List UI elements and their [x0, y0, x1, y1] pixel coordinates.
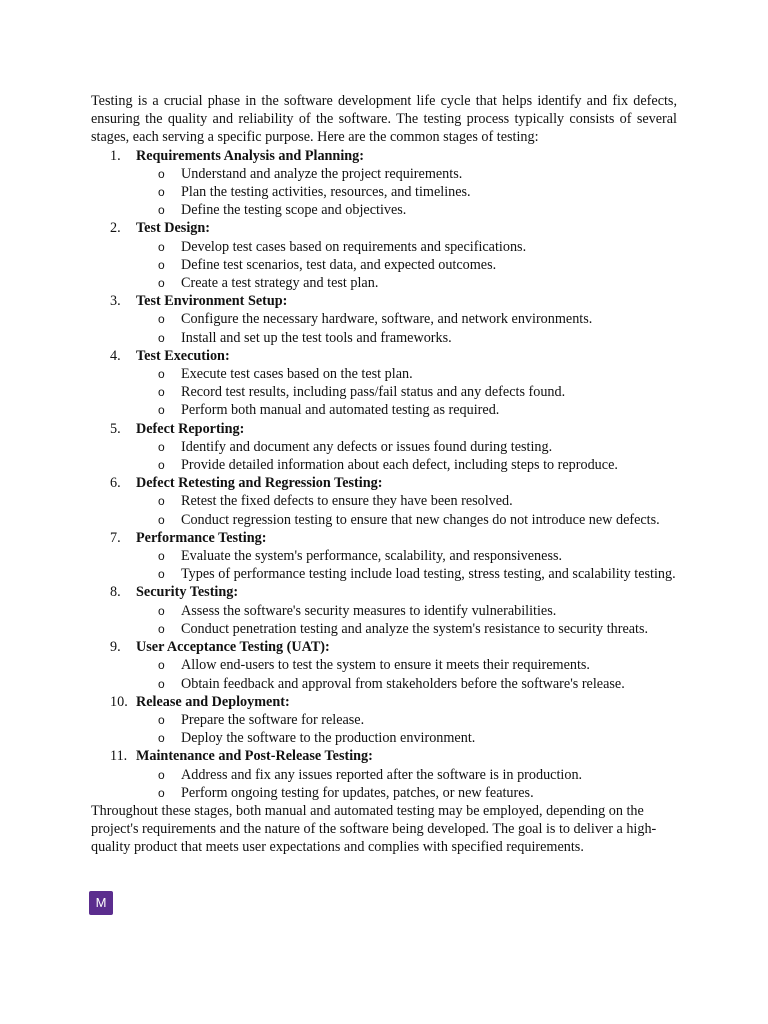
stage-item — [91, 638, 677, 693]
stage-point-text: Perform ongoing testing for updates, patches, or new features. — [181, 784, 534, 801]
stage-point-text: Address and fix any issues reported after the software is in production. — [181, 766, 583, 783]
hollow-bullet-icon: o — [158, 166, 165, 181]
testing-stages-list — [91, 147, 677, 802]
stage-title: Performance Testing: — [136, 529, 267, 546]
hollow-bullet-icon: o — [158, 458, 165, 473]
stage-number: 6. — [110, 475, 121, 492]
stage-item — [91, 292, 677, 347]
stage-point — [91, 602, 677, 620]
stage-heading — [91, 638, 677, 656]
stage-item — [91, 583, 677, 638]
stage-title: Maintenance and Post-Release Testing: — [136, 748, 373, 765]
stage-point — [91, 675, 677, 693]
stage-number: 11. — [110, 748, 128, 765]
stage-point — [91, 183, 677, 201]
hollow-bullet-icon: o — [158, 767, 165, 782]
hollow-bullet-icon: o — [158, 494, 165, 509]
stage-points-list — [91, 656, 677, 692]
stage-point-text: Record test results, including pass/fail status and any defects found. — [181, 384, 566, 401]
stage-title: Release and Deployment: — [136, 693, 290, 710]
stage-title: Test Design: — [136, 220, 210, 237]
stage-title: Defect Retesting and Regression Testing: — [136, 475, 383, 492]
stage-heading — [91, 583, 677, 601]
stage-number: 2. — [110, 220, 121, 237]
stage-points-list — [91, 310, 677, 346]
stage-point — [91, 565, 677, 583]
stage-point-text: Conduct regression testing to ensure that new changes do not introduce new defects. — [181, 511, 660, 528]
hollow-bullet-icon: o — [158, 239, 165, 254]
stage-point-text: Plan the testing activities, resources, and timelines. — [181, 184, 471, 201]
stage-point-text: Define the testing scope and objectives. — [181, 202, 407, 219]
hollow-bullet-icon: o — [158, 312, 165, 327]
stage-number: 3. — [110, 293, 121, 310]
hollow-bullet-icon: o — [158, 676, 165, 691]
stage-point — [91, 438, 677, 456]
stage-points-list — [91, 766, 677, 802]
stage-point — [91, 365, 677, 383]
hollow-bullet-icon: o — [158, 658, 165, 673]
stage-point-text: Retest the fixed defects to ensure they have been resolved. — [181, 493, 513, 510]
stage-heading — [91, 347, 677, 365]
stage-points-list — [91, 238, 677, 293]
stage-point-text: Install and set up the test tools and frameworks. — [181, 329, 452, 346]
stage-heading — [91, 474, 677, 492]
stage-point-text: Develop test cases based on requirements and specifications. — [181, 238, 527, 255]
stage-point-text: Allow end-users to test the system to ensure it meets their requirements. — [181, 657, 590, 674]
hollow-bullet-icon: o — [158, 512, 165, 527]
stage-point-text: Types of performance testing include load testing, stress testing, and scalability testing. — [181, 566, 676, 583]
stage-title: Security Testing: — [136, 584, 239, 601]
stage-item — [91, 147, 677, 220]
stage-title: Requirements Analysis and Planning: — [136, 147, 364, 164]
stage-point — [91, 547, 677, 565]
intro-paragraph: Testing is a crucial phase in the software development life cycle that helps identify and fix defects, ensuring the quality and reliability of the software. The testing process typically consists of several stages, each serving a specific purpose. Here are the common stages of testing: — [91, 93, 677, 146]
stage-point — [91, 656, 677, 674]
stage-point — [91, 310, 677, 328]
hollow-bullet-icon: o — [158, 185, 165, 200]
stage-item — [91, 693, 677, 748]
stage-points-list — [91, 438, 677, 474]
stage-number: 8. — [110, 584, 121, 601]
stage-point-text: Evaluate the system's performance, scalability, and responsiveness. — [181, 548, 563, 565]
hollow-bullet-icon: o — [158, 257, 165, 272]
stage-point — [91, 492, 677, 510]
stage-heading — [91, 529, 677, 547]
stage-points-list — [91, 165, 677, 220]
stage-point-text: Create a test strategy and test plan. — [181, 275, 379, 292]
stage-point-text: Configure the necessary hardware, software, and network environments. — [181, 311, 593, 328]
stage-points-list — [91, 492, 677, 528]
stage-item — [91, 474, 677, 529]
stage-heading — [91, 147, 677, 165]
hollow-bullet-icon: o — [158, 276, 165, 291]
stage-number: 9. — [110, 639, 121, 656]
stage-point — [91, 401, 677, 419]
stage-title: User Acceptance Testing (UAT): — [136, 639, 330, 656]
stage-point — [91, 383, 677, 401]
hollow-bullet-icon: o — [158, 367, 165, 382]
conclusion-paragraph: Throughout these stages, both manual and automated testing may be employed, depending on the project's requirements and the nature of the software being developed. The goal is to deliver a high-quality product that meets user expectations and complies with specified requirements. — [91, 802, 657, 856]
stage-heading — [91, 747, 677, 765]
document-page — [91, 92, 677, 857]
stage-number: 1. — [110, 147, 121, 164]
hollow-bullet-icon: o — [158, 785, 165, 800]
stage-title: Test Execution: — [136, 347, 230, 364]
stage-heading — [91, 292, 677, 310]
stage-item — [91, 529, 677, 584]
stage-point — [91, 256, 677, 274]
stage-point-text: Assess the software's security measures to identify vulnerabilities. — [181, 602, 557, 619]
hollow-bullet-icon: o — [158, 731, 165, 746]
stage-points-list — [91, 602, 677, 638]
stage-heading — [91, 219, 677, 237]
stage-item — [91, 347, 677, 420]
hollow-bullet-icon: o — [158, 549, 165, 564]
hollow-bullet-icon: o — [158, 403, 165, 418]
stage-point-text: Deploy the software to the production environment. — [181, 730, 476, 747]
stage-title: Defect Reporting: — [136, 420, 245, 437]
stage-item — [91, 747, 677, 802]
stage-point — [91, 711, 677, 729]
stage-point-text: Execute test cases based on the test plan. — [181, 366, 413, 383]
stage-point-text: Obtain feedback and approval from stakeholders before the software's release. — [181, 675, 625, 692]
stage-number: 7. — [110, 529, 121, 546]
stage-point — [91, 201, 677, 219]
stage-item — [91, 420, 677, 475]
hollow-bullet-icon: o — [158, 439, 165, 454]
stage-point-text: Understand and analyze the project requirements. — [181, 165, 463, 182]
stage-point — [91, 620, 677, 638]
stage-point-text: Conduct penetration testing and analyze the system's resistance to security threats. — [181, 620, 649, 637]
stage-number: 5. — [110, 420, 121, 437]
m-badge-icon[interactable]: M — [89, 891, 113, 915]
stage-number: 4. — [110, 347, 121, 364]
hollow-bullet-icon: o — [158, 203, 165, 218]
hollow-bullet-icon: o — [158, 567, 165, 582]
stage-heading — [91, 693, 677, 711]
stage-point-text: Identify and document any defects or issues found during testing. — [181, 438, 553, 455]
stage-point — [91, 784, 677, 802]
stage-points-list — [91, 711, 677, 747]
stage-point-text: Define test scenarios, test data, and expected outcomes. — [181, 256, 497, 273]
stage-point — [91, 729, 677, 747]
stage-point — [91, 274, 677, 292]
stage-point-text: Provide detailed information about each defect, including steps to reproduce. — [181, 457, 618, 474]
hollow-bullet-icon: o — [158, 712, 165, 727]
stage-item — [91, 219, 677, 292]
hollow-bullet-icon: o — [158, 385, 165, 400]
stage-point — [91, 238, 677, 256]
hollow-bullet-icon: o — [158, 330, 165, 345]
hollow-bullet-icon: o — [158, 603, 165, 618]
stage-number: 10. — [110, 693, 128, 710]
hollow-bullet-icon: o — [158, 621, 165, 636]
stage-point — [91, 766, 677, 784]
stage-heading — [91, 420, 677, 438]
stage-point-text: Prepare the software for release. — [181, 711, 365, 728]
stage-point — [91, 329, 677, 347]
stage-point-text: Perform both manual and automated testing as required. — [181, 402, 500, 419]
stage-point — [91, 456, 677, 474]
stage-point — [91, 511, 677, 529]
stage-title: Test Environment Setup: — [136, 293, 288, 310]
stage-points-list — [91, 365, 677, 420]
stage-point — [91, 165, 677, 183]
stage-points-list — [91, 547, 677, 583]
